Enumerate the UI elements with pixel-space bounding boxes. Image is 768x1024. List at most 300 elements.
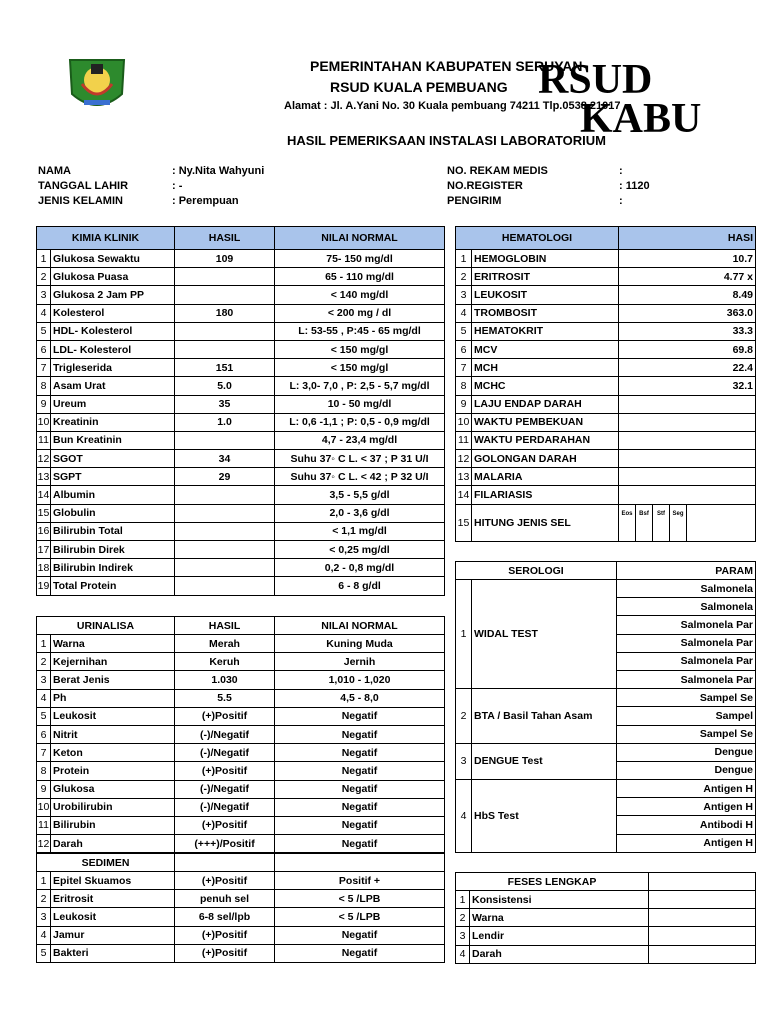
test-name: Darah <box>51 835 175 853</box>
test-name: Kejernihan <box>51 653 175 671</box>
normal-range: 1,010 - 1,020 <box>275 671 445 689</box>
test-result: (+)Positif <box>175 707 275 725</box>
kimia-row <box>37 504 445 522</box>
row-number: 6 <box>456 340 472 358</box>
row-number: 4 <box>456 945 470 963</box>
row-number: 11 <box>37 431 51 449</box>
test-name: Berat Jenis <box>51 671 175 689</box>
test-result: penuh sel <box>175 890 275 908</box>
normal-range: Negatif <box>275 816 445 834</box>
row-number: 5 <box>456 322 472 340</box>
serology-row <box>456 689 756 707</box>
birth-date-label: TANGGAL LAHIR <box>38 180 129 192</box>
kimia-row <box>37 359 445 377</box>
sediment-blank-2 <box>275 854 445 872</box>
test-name: Keton <box>51 744 175 762</box>
row-number: 4 <box>37 304 51 322</box>
row-number: 7 <box>456 359 472 377</box>
gender-value: : Perempuan <box>172 195 239 207</box>
test-result: 35 <box>175 395 275 413</box>
serology-param: Antigen H <box>617 798 756 816</box>
row-number: 1 <box>37 635 51 653</box>
row-number: 3 <box>456 927 470 945</box>
sender-value: : <box>619 195 623 207</box>
test-result <box>175 322 275 340</box>
row-number: 5 <box>37 707 51 725</box>
row-number: 6 <box>37 340 51 358</box>
differential-cell: Seg <box>670 505 687 541</box>
kimia-row <box>37 377 445 395</box>
test-name: Nitrit <box>51 725 175 743</box>
normal-range: < 140 mg/dl <box>275 286 445 304</box>
test-result: 4.77 x <box>619 268 756 286</box>
stool-row <box>456 945 756 963</box>
test-result <box>175 340 275 358</box>
test-name: Glukosa Sewaktu <box>51 250 175 268</box>
normal-range: Suhu 37◦ C L. < 37 ; P 31 U/I <box>275 450 445 468</box>
normal-range: L: 53-55 , P:45 - 65 mg/dl <box>275 322 445 340</box>
test-name: MCH <box>472 359 619 377</box>
row-number: 9 <box>37 395 51 413</box>
stool-row <box>456 891 756 909</box>
normal-range: Negatif <box>275 725 445 743</box>
test-result: (-)/Negatif <box>175 725 275 743</box>
hematology-table <box>455 226 756 542</box>
row-number: 3 <box>37 671 51 689</box>
test-result: 5.5 <box>175 689 275 707</box>
test-result <box>175 504 275 522</box>
serology-param: Sampel <box>617 707 756 725</box>
test-result: (-)/Negatif <box>175 744 275 762</box>
serology-param: Antibodi H <box>617 816 756 834</box>
regency-name: PEMERINTAHAN KABUPATEN SERUYAN <box>310 58 583 74</box>
serology-param: Antigen H <box>617 834 756 852</box>
test-result: 109 <box>175 250 275 268</box>
serology-param: Dengue <box>617 743 756 761</box>
differential-cell: Stf <box>653 505 670 541</box>
normal-range: 4,5 - 8,0 <box>275 689 445 707</box>
stool-table <box>455 872 756 964</box>
row-number: 4 <box>37 926 51 944</box>
kimia-row <box>37 413 445 431</box>
normal-range: Negatif <box>275 944 445 962</box>
kimia-row <box>37 468 445 486</box>
test-result: 29 <box>175 468 275 486</box>
test-name: Leukosit <box>51 707 175 725</box>
differential-subcells <box>619 504 756 541</box>
test-result: (-)/Negatif <box>175 780 275 798</box>
test-name: Konsistensi <box>470 891 649 909</box>
test-result: 5.0 <box>175 377 275 395</box>
row-number: 12 <box>456 450 472 468</box>
hematology-row <box>456 486 756 504</box>
test-result: (+)Positif <box>175 762 275 780</box>
kimia-result-header: HASIL <box>175 227 275 250</box>
normal-range: Negatif <box>275 707 445 725</box>
test-result <box>649 945 756 963</box>
row-number: 14 <box>37 486 51 504</box>
row-number: 15 <box>456 504 472 541</box>
row-number: 8 <box>37 762 51 780</box>
row-number: 9 <box>456 395 472 413</box>
hospital-name: RSUD KUALA PEMBUANG <box>330 79 508 95</box>
hematology-row <box>456 304 756 322</box>
test-result <box>619 486 756 504</box>
patient-name-value: : Ny.Nita Wahyuni <box>172 165 265 177</box>
test-name: WAKTU PEMBEKUAN <box>472 413 619 431</box>
row-number: 12 <box>37 835 51 853</box>
test-name: Protein <box>51 762 175 780</box>
urinalysis-row <box>37 780 445 798</box>
urinalysis-row <box>37 798 445 816</box>
test-name: Bilirubin <box>51 816 175 834</box>
test-name: HITUNG JENIS SEL <box>472 504 619 541</box>
test-result: 6-8 sel/lpb <box>175 908 275 926</box>
test-result: 1.0 <box>175 413 275 431</box>
row-number: 8 <box>37 377 51 395</box>
sediment-row <box>37 890 445 908</box>
hematology-row <box>456 377 756 395</box>
hematology-row <box>456 413 756 431</box>
normal-range: 75- 150 mg/dl <box>275 250 445 268</box>
test-result <box>619 468 756 486</box>
row-number: 2 <box>456 689 472 744</box>
test-name: LEUKOSIT <box>472 286 619 304</box>
test-name: TROMBOSIT <box>472 304 619 322</box>
serology-param: Salmonela <box>617 580 756 598</box>
row-number: 7 <box>37 744 51 762</box>
normal-range: < 150 mg/gl <box>275 340 445 358</box>
kimia-row <box>37 450 445 468</box>
test-name: Lendir <box>470 927 649 945</box>
serology-test-name: BTA / Basil Tahan Asam <box>472 689 617 744</box>
hematology-row <box>456 340 756 358</box>
test-name: LAJU ENDAP DARAH <box>472 395 619 413</box>
hematology-row <box>456 286 756 304</box>
test-name: Asam Urat <box>51 377 175 395</box>
row-number: 15 <box>37 504 51 522</box>
serology-param: Dengue <box>617 761 756 779</box>
stool-row <box>456 927 756 945</box>
serology-test-name: DENGUE Test <box>472 743 617 779</box>
kimia-normal-header: NILAI NORMAL <box>275 227 445 250</box>
test-result: Merah <box>175 635 275 653</box>
row-number: 19 <box>37 577 51 595</box>
row-number: 10 <box>37 798 51 816</box>
row-number: 17 <box>37 541 51 559</box>
normal-range: Jernih <box>275 653 445 671</box>
test-name: WAKTU PERDARAHAN <box>472 431 619 449</box>
normal-range: Negatif <box>275 780 445 798</box>
sender-label: PENGIRIM <box>447 195 502 207</box>
urinalysis-row <box>37 707 445 725</box>
test-name: HDL- Kolesterol <box>51 322 175 340</box>
test-name: Globulin <box>51 504 175 522</box>
normal-range: < 1,1 mg/dl <box>275 522 445 540</box>
normal-range: Negatif <box>275 835 445 853</box>
serology-row <box>456 743 756 761</box>
test-result: 69.8 <box>619 340 756 358</box>
test-result <box>175 486 275 504</box>
test-name: MCV <box>472 340 619 358</box>
test-name: MALARIA <box>472 468 619 486</box>
sediment-row <box>37 908 445 926</box>
regency-seal-logo <box>66 54 128 116</box>
row-number: 3 <box>456 286 472 304</box>
serology-param: Salmonela <box>617 598 756 616</box>
row-number: 1 <box>456 580 472 689</box>
test-name: Bun Kreatinin <box>51 431 175 449</box>
normal-range: Positif + <box>275 872 445 890</box>
stool-header: FESES LENGKAP <box>456 873 649 891</box>
test-name: Urobilirubin <box>51 798 175 816</box>
watermark-line1: RSUD <box>538 57 653 103</box>
sediment-row <box>37 944 445 962</box>
hematology-row <box>456 268 756 286</box>
hematology-row <box>456 359 756 377</box>
row-number: 2 <box>456 268 472 286</box>
row-number: 12 <box>37 450 51 468</box>
row-number: 5 <box>37 944 51 962</box>
test-result: 363.0 <box>619 304 756 322</box>
test-name: Bilirubin Direk <box>51 541 175 559</box>
test-name: Total Protein <box>51 577 175 595</box>
hematology-row <box>456 395 756 413</box>
test-result: (+)Positif <box>175 816 275 834</box>
row-number: 9 <box>37 780 51 798</box>
test-name: Glukosa 2 Jam PP <box>51 286 175 304</box>
normal-range: 3,5 - 5,5 g/dl <box>275 486 445 504</box>
row-number: 14 <box>456 486 472 504</box>
test-result: 1.030 <box>175 671 275 689</box>
medical-record-value: : <box>619 165 623 177</box>
kimia-row <box>37 522 445 540</box>
test-name: Albumin <box>51 486 175 504</box>
test-name: Jamur <box>51 926 175 944</box>
clinical-chemistry-table <box>36 226 445 596</box>
serology-row <box>456 780 756 798</box>
watermark-line2: KABU <box>580 96 702 142</box>
test-result: 10.7 <box>619 250 756 268</box>
normal-range: 10 - 50 mg/dl <box>275 395 445 413</box>
normal-range: < 5 /LPB <box>275 890 445 908</box>
sediment-row <box>37 872 445 890</box>
test-result: 33.3 <box>619 322 756 340</box>
serology-param: Salmonela Par <box>617 652 756 670</box>
urinalysis-row <box>37 689 445 707</box>
serology-param: Salmonela Par <box>617 634 756 652</box>
urin-result-header: HASIL <box>175 617 275 635</box>
serology-row <box>456 580 756 598</box>
kimia-row <box>37 559 445 577</box>
normal-range: Negatif <box>275 762 445 780</box>
test-name: HEMOGLOBIN <box>472 250 619 268</box>
hematology-row <box>456 322 756 340</box>
row-number: 10 <box>37 413 51 431</box>
test-result <box>619 395 756 413</box>
test-result: (+++)/Positif <box>175 835 275 853</box>
row-number: 2 <box>37 890 51 908</box>
urinalysis-row <box>37 835 445 853</box>
row-number: 16 <box>37 522 51 540</box>
test-result: 22.4 <box>619 359 756 377</box>
normal-range: 2,0 - 3,6 g/dl <box>275 504 445 522</box>
test-name: ERITROSIT <box>472 268 619 286</box>
test-result <box>619 413 756 431</box>
test-name: SGOT <box>51 450 175 468</box>
report-title: HASIL PEMERIKSAAN INSTALASI LABORATORIUM <box>287 133 606 148</box>
test-name: Warna <box>51 635 175 653</box>
stool-blank <box>649 873 756 891</box>
normal-range: Kuning Muda <box>275 635 445 653</box>
row-number: 18 <box>37 559 51 577</box>
normal-range: Negatif <box>275 926 445 944</box>
sediment-table <box>36 853 445 963</box>
medical-record-label: NO. REKAM MEDIS <box>447 165 548 177</box>
urinalysis-row <box>37 725 445 743</box>
test-result: 8.49 <box>619 286 756 304</box>
serology-test-name: WIDAL TEST <box>472 580 617 689</box>
differential-count-row <box>456 504 756 541</box>
row-number: 8 <box>456 377 472 395</box>
normal-range: < 5 /LPB <box>275 908 445 926</box>
serology-table <box>455 561 756 853</box>
kimia-row <box>37 286 445 304</box>
test-result: (+)Positif <box>175 872 275 890</box>
hematology-row <box>456 250 756 268</box>
test-result: 151 <box>175 359 275 377</box>
test-result <box>175 522 275 540</box>
hema-result-header: HASI <box>619 227 756 250</box>
test-name: Bakteri <box>51 944 175 962</box>
test-name: Ureum <box>51 395 175 413</box>
row-number: 4 <box>456 304 472 322</box>
test-name: Kolesterol <box>51 304 175 322</box>
test-result <box>619 431 756 449</box>
serology-param-header: PARAM <box>617 562 756 580</box>
kimia-row <box>37 541 445 559</box>
test-name: Warna <box>470 909 649 927</box>
row-number: 4 <box>37 689 51 707</box>
test-result <box>175 541 275 559</box>
register-value: : 1120 <box>619 180 650 192</box>
test-name: Bilirubin Total <box>51 522 175 540</box>
test-name: FILARIASIS <box>472 486 619 504</box>
row-number: 7 <box>37 359 51 377</box>
test-name: Epitel Skuamos <box>51 872 175 890</box>
hematology-row <box>456 431 756 449</box>
urinalysis-row <box>37 671 445 689</box>
serology-param: Salmonela Par <box>617 670 756 688</box>
test-name: Eritrosit <box>51 890 175 908</box>
kimia-row <box>37 431 445 449</box>
row-number: 10 <box>456 413 472 431</box>
test-result <box>619 450 756 468</box>
row-number: 1 <box>37 250 51 268</box>
serology-test-name: HbS Test <box>472 780 617 853</box>
serology-param: Antigen H <box>617 780 756 798</box>
urinalysis-row <box>37 816 445 834</box>
test-result: Keruh <box>175 653 275 671</box>
kimia-row <box>37 486 445 504</box>
test-name: LDL- Kolesterol <box>51 340 175 358</box>
test-result: 34 <box>175 450 275 468</box>
test-result <box>649 927 756 945</box>
kimia-row <box>37 268 445 286</box>
kimia-header: KIMIA KLINIK <box>37 227 175 250</box>
sediment-row <box>37 926 445 944</box>
test-name: Kreatinin <box>51 413 175 431</box>
test-name: Trigleserida <box>51 359 175 377</box>
kimia-row <box>37 322 445 340</box>
kimia-row <box>37 395 445 413</box>
differential-cell: Bsf <box>636 505 653 541</box>
test-result: 32.1 <box>619 377 756 395</box>
test-name: Glukosa Puasa <box>51 268 175 286</box>
urinalysis-row <box>37 635 445 653</box>
normal-range: < 200 mg / dl <box>275 304 445 322</box>
test-result: (+)Positif <box>175 926 275 944</box>
row-number: 2 <box>37 653 51 671</box>
test-name: Glukosa <box>51 780 175 798</box>
patient-name-label: NAMA <box>38 165 71 177</box>
normal-range: 4,7 - 23,4 mg/dl <box>275 431 445 449</box>
test-name: Darah <box>470 945 649 963</box>
normal-range: Negatif <box>275 744 445 762</box>
sediment-blank-1 <box>175 854 275 872</box>
hematology-row <box>456 468 756 486</box>
serology-param: Salmonela Par <box>617 616 756 634</box>
hema-header: HEMATOLOGI <box>456 227 619 250</box>
test-name: Ph <box>51 689 175 707</box>
test-name: GOLONGAN DARAH <box>472 450 619 468</box>
kimia-row <box>37 304 445 322</box>
row-number: 11 <box>456 431 472 449</box>
serology-param: Sampel Se <box>617 689 756 707</box>
gender-label: JENIS KELAMIN <box>38 195 123 207</box>
hospital-address: Alamat : Jl. A.Yani No. 30 Kuala pembuang 74211 Tlp.0538 21017 <box>284 100 621 112</box>
test-result <box>649 891 756 909</box>
urinalysis-row <box>37 762 445 780</box>
test-name: SGPT <box>51 468 175 486</box>
row-number: 5 <box>37 322 51 340</box>
normal-range: Suhu 37◦ C L. < 42 ; P 32 U/I <box>275 468 445 486</box>
row-number: 3 <box>37 908 51 926</box>
row-number: 2 <box>37 268 51 286</box>
normal-range: 65 - 110 mg/dl <box>275 268 445 286</box>
test-name: Bilirubin Indirek <box>51 559 175 577</box>
test-result <box>175 577 275 595</box>
normal-range: Negatif <box>275 798 445 816</box>
hematology-row <box>456 450 756 468</box>
test-name: MCHC <box>472 377 619 395</box>
test-name: Leukosit <box>51 908 175 926</box>
normal-range: < 0,25 mg/dl <box>275 541 445 559</box>
kimia-row <box>37 250 445 268</box>
urinalysis-table <box>36 616 445 853</box>
sediment-header: SEDIMEN <box>37 854 175 872</box>
stool-row <box>456 909 756 927</box>
test-result <box>175 431 275 449</box>
urin-header: URINALISA <box>37 617 175 635</box>
row-number: 13 <box>456 468 472 486</box>
row-number: 4 <box>456 780 472 853</box>
test-name: HEMATOKRIT <box>472 322 619 340</box>
row-number: 13 <box>37 468 51 486</box>
test-result: (+)Positif <box>175 944 275 962</box>
row-number: 2 <box>456 909 470 927</box>
test-result: (-)/Negatif <box>175 798 275 816</box>
